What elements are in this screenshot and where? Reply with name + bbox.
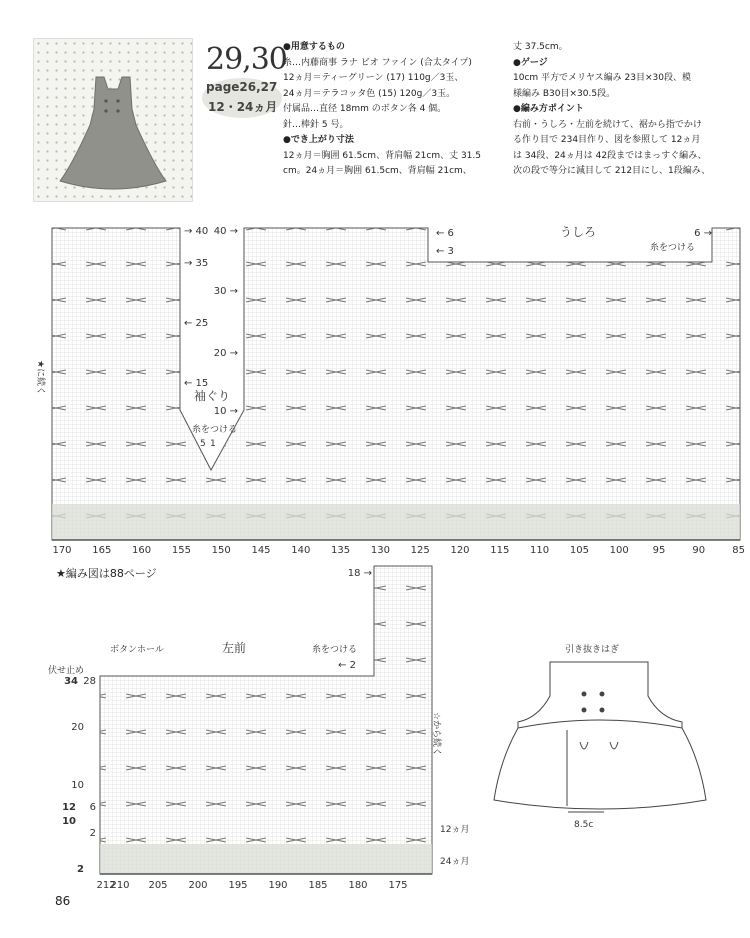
column-tick: 120: [450, 545, 470, 556]
continue-mark: ★に続く: [35, 360, 45, 396]
row-label: 18 →: [347, 568, 372, 579]
column-tick: 85: [732, 545, 745, 556]
finished-size-line: cm。24ヵ月＝胸囲 61.5cm、背肩幅 21cm、: [283, 166, 472, 176]
page-number: 86: [55, 894, 71, 908]
row-label: 6 →: [694, 228, 712, 239]
ribbing-band: [52, 504, 740, 540]
notch-label: 1: [210, 439, 216, 449]
column-tick: 145: [251, 545, 271, 556]
size-continuation: 丈 37.5cm。: [513, 42, 568, 52]
column-tick: 210: [110, 880, 130, 891]
gauge-line: 10cm 平方でメリヤス編み 23目×30段、模: [513, 73, 691, 83]
column-tick: 170: [52, 545, 72, 556]
armhole-label: 袖ぐり: [193, 389, 231, 403]
column-tick: 160: [132, 545, 152, 556]
column-tick: 95: [652, 545, 666, 556]
column-tick: 190: [268, 880, 288, 891]
column-tick: 155: [171, 545, 191, 556]
points-line: る作り目で 234目作り、図を参照して 12ヵ月: [513, 135, 701, 145]
column-tick: 125: [410, 545, 430, 556]
materials-line: 糸…内藤商事 ラナ ビオ ファイン (合太タイプ): [283, 57, 472, 68]
page-reference: page26,27: [206, 80, 278, 94]
row-label: ← 6: [436, 228, 454, 239]
materials-line: 24ヵ月＝テラコッタ色 (15) 120g／3玉。: [283, 88, 456, 99]
column-tick: 200: [188, 880, 208, 891]
row-label: ← 3: [436, 246, 454, 257]
row-label: 10: [71, 780, 84, 791]
row-label: 40 →: [213, 226, 238, 237]
chart-left-front: [100, 566, 432, 874]
column-tick: 150: [211, 545, 231, 556]
materials-heading: ●用意するもの: [283, 42, 345, 52]
pattern-numbers: 29,30: [206, 42, 287, 77]
points-heading: ●編み方ポイント: [513, 104, 584, 114]
column-tick: 115: [490, 545, 510, 556]
column-tick: 130: [370, 545, 390, 556]
row-label: 34: [64, 676, 78, 687]
column-tick: 180: [348, 880, 368, 891]
row-label: 2: [89, 828, 96, 839]
gauge-line: 様編み B30目×30.5段。: [513, 88, 616, 99]
finished-size-heading: ●でき上がり寸法: [283, 135, 354, 145]
row-label: 28: [83, 676, 96, 687]
points-line: 次の段で等分に減目して 212目にし、1段編み、: [513, 166, 711, 176]
row-label: ← 2: [338, 660, 356, 671]
diagram-label-top: 引き抜きはぎ: [565, 645, 620, 655]
column-tick: 105: [569, 545, 589, 556]
column-tick: 110: [530, 545, 550, 556]
column-tick: 100: [609, 545, 629, 556]
attach-yarn-label: 糸をつける: [192, 425, 238, 435]
buttonhole-label: ボタンホール: [110, 645, 164, 655]
materials-line: 12ヵ月＝ティーグリーン (17) 110g／3玉、: [283, 73, 464, 83]
column-tick: 212: [96, 880, 116, 891]
from-star-mark: ☆から続く: [431, 712, 441, 757]
column-tick: 205: [148, 880, 168, 891]
row-label: 20: [71, 722, 84, 733]
column-tick: 195: [228, 880, 248, 891]
row-label: 2: [77, 864, 84, 875]
ribbing-band-front: [100, 844, 432, 874]
row-label: 20 →: [213, 348, 238, 359]
column-tick: 90: [692, 545, 706, 556]
materials-line: 針…棒針 5 号。: [283, 119, 349, 130]
notch-label: 5: [200, 439, 206, 449]
row-label: ← 15: [184, 378, 209, 389]
points-line: は 34段、24ヵ月は 42段まではまっすぐ編み、: [513, 150, 707, 161]
chart-note: ★編み図は88ページ: [56, 567, 157, 580]
size-marker-12: 12ヵ月: [440, 825, 470, 835]
garment-diagram: [494, 662, 706, 812]
bind-off-label: 伏せ止め: [48, 666, 85, 676]
attach-yarn-label: 糸をつける: [312, 645, 358, 655]
column-tick: 135: [331, 545, 351, 556]
column-tick: 175: [388, 880, 408, 891]
gauge-heading: ●ゲージ: [513, 57, 548, 68]
column-tick: 165: [92, 545, 112, 556]
column-tick: 140: [291, 545, 311, 556]
row-label: 10 →: [213, 406, 238, 417]
points-line: 右前・うしろ・左前を続けて、裾から指でかけ: [513, 119, 702, 130]
row-label: 10: [62, 816, 76, 827]
size-marker-24: 24ヵ月: [440, 857, 470, 867]
age-sizes: 12・24ヵ月: [208, 100, 278, 114]
attach-yarn-label: 糸をつける: [650, 243, 696, 253]
row-label: ← 25: [184, 318, 209, 329]
column-tick: 185: [308, 880, 328, 891]
row-label: → 35: [184, 258, 209, 269]
materials-line: 付属品…直径 18mm のボタン各 4 個。: [283, 104, 447, 114]
diagram-label-bottom: 8.5c: [574, 820, 594, 830]
back-label: うしろ: [560, 225, 597, 239]
row-label: 30 →: [213, 286, 238, 297]
row-label: 6: [89, 802, 96, 813]
finished-size-line: 12ヵ月＝胸囲 61.5cm、背肩幅 21cm、丈 31.5: [283, 150, 481, 161]
front-label: 左前: [222, 641, 247, 655]
row-label: → 40: [184, 226, 209, 237]
row-label: 12: [62, 802, 76, 813]
chart-back: [52, 228, 740, 540]
